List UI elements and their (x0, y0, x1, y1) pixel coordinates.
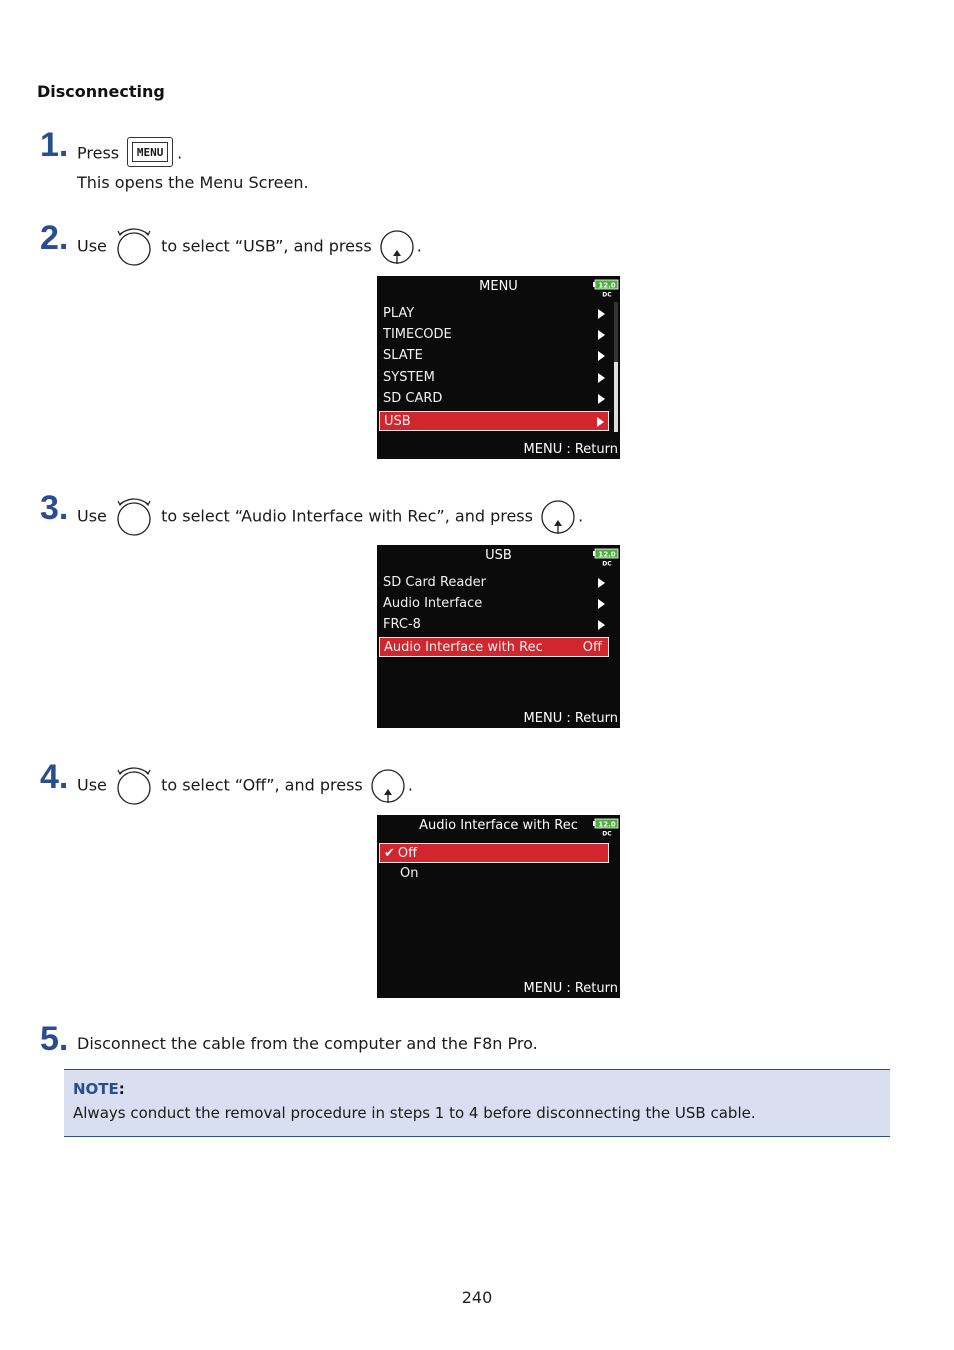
step-2-mid: to select “USB”, and press (161, 236, 372, 256)
menu-item-label: Audio Interface with Rec (384, 640, 543, 655)
step-1-number: 1. (40, 126, 69, 164)
step-2-number: 2. (40, 219, 69, 257)
battery-dc: DC (602, 560, 612, 567)
usb-item-frc-8[interactable] (379, 615, 609, 635)
screen-footer: MENU : Return (523, 711, 618, 726)
menu-item-label: SLATE (383, 348, 423, 363)
note-box (64, 1069, 890, 1137)
chevron-right-icon (598, 373, 605, 383)
option-label: Off (397, 846, 418, 861)
option-off[interactable] (379, 843, 609, 863)
step-2-period: . (416, 236, 422, 256)
dial-press-icon (538, 496, 578, 538)
step-4-period: . (407, 775, 413, 795)
page-number: 240 (461, 1288, 493, 1307)
chevron-right-icon (598, 351, 605, 361)
dial-press-icon (377, 226, 417, 268)
battery-voltage: 12.0 (598, 281, 616, 290)
usb-item-audio-interface[interactable] (379, 594, 609, 614)
step-1-period: . (177, 143, 183, 163)
note-label: NOTE: (73, 1080, 125, 1098)
menu-item-label: SD CARD (383, 391, 443, 406)
chevron-right-icon (598, 394, 605, 404)
scrollbar-thumb[interactable] (614, 362, 618, 432)
battery-dc: DC (602, 830, 612, 837)
chevron-right-icon (598, 309, 605, 319)
menu-item-label: Audio Interface (383, 596, 483, 611)
chevron-right-icon (598, 578, 605, 588)
chevron-right-icon (598, 620, 605, 630)
menu-key-icon (127, 137, 173, 167)
battery-icon (593, 548, 619, 567)
option-on[interactable] (379, 864, 609, 884)
option-label: On (400, 866, 419, 881)
screen-title: MENU (479, 279, 518, 294)
dial-press-icon (368, 765, 408, 807)
scrollbar[interactable] (614, 302, 618, 432)
step-3-period: . (578, 506, 584, 526)
checkmark-icon: ✔ (384, 846, 395, 861)
step-1-text: Press (77, 143, 120, 163)
audio-interface-with-rec-screen (377, 815, 620, 998)
note-text: Always conduct the removal procedure in steps 1 to 4 before disconnecting the USB cable. (73, 1104, 756, 1122)
dial-rotate-icon (112, 765, 156, 807)
step-4-use: Use (77, 775, 107, 795)
note-label-text: NOTE (73, 1080, 119, 1098)
battery-voltage: 12.0 (598, 820, 616, 829)
step-3-mid: to select “Audio Interface with Rec”, and press (161, 506, 533, 526)
step-4-mid: to select “Off”, and press (161, 775, 363, 795)
menu-key-label: MENU (132, 142, 168, 162)
menu-item-sd-card[interactable] (379, 389, 609, 409)
step-3-number: 3. (40, 489, 69, 527)
usb-screen (377, 545, 620, 728)
menu-screen (377, 276, 620, 459)
step-5-number: 5. (40, 1020, 69, 1058)
step-5-text: Disconnect the cable from the computer and the F8n Pro. (77, 1034, 538, 1053)
screen-footer: MENU : Return (523, 981, 618, 996)
menu-item-label: SD Card Reader (383, 575, 486, 590)
usb-item-sd-card-reader[interactable] (379, 573, 609, 593)
battery-voltage: 12.0 (598, 550, 616, 559)
dial-rotate-icon (112, 226, 156, 268)
step-4-number: 4. (40, 758, 69, 796)
menu-item-timecode[interactable] (379, 325, 609, 345)
step-1-sub: This opens the Menu Screen. (77, 173, 309, 192)
battery-icon (593, 279, 619, 298)
menu-item-label: TIMECODE (383, 327, 452, 342)
usb-item-audio-interface-with-rec[interactable] (379, 637, 609, 657)
section-title: Disconnecting (37, 82, 165, 101)
step-3-line (77, 496, 583, 538)
chevron-right-icon (598, 330, 605, 340)
menu-item-play[interactable] (379, 304, 609, 324)
screen-title: USB (485, 548, 512, 563)
menu-item-slate[interactable] (379, 346, 609, 366)
menu-item-usb[interactable] (379, 411, 609, 431)
screen-title: Audio Interface with Rec (419, 818, 578, 833)
step-1-line (77, 139, 182, 169)
step-4-line (77, 765, 413, 807)
setting-value: Off (582, 640, 602, 655)
chevron-right-icon (598, 599, 605, 609)
battery-dc: DC (602, 291, 612, 298)
menu-item-label: FRC-8 (383, 617, 421, 632)
step-2-line (77, 226, 422, 268)
chevron-right-icon (597, 417, 604, 427)
dial-rotate-icon (112, 496, 156, 538)
menu-item-system[interactable] (379, 368, 609, 388)
battery-icon (593, 818, 619, 837)
screen-footer: MENU : Return (523, 442, 618, 457)
menu-item-label: USB (384, 414, 411, 429)
step-3-use: Use (77, 506, 107, 526)
menu-item-label: SYSTEM (383, 370, 435, 385)
step-2-use: Use (77, 236, 107, 256)
menu-item-label: PLAY (383, 306, 415, 321)
